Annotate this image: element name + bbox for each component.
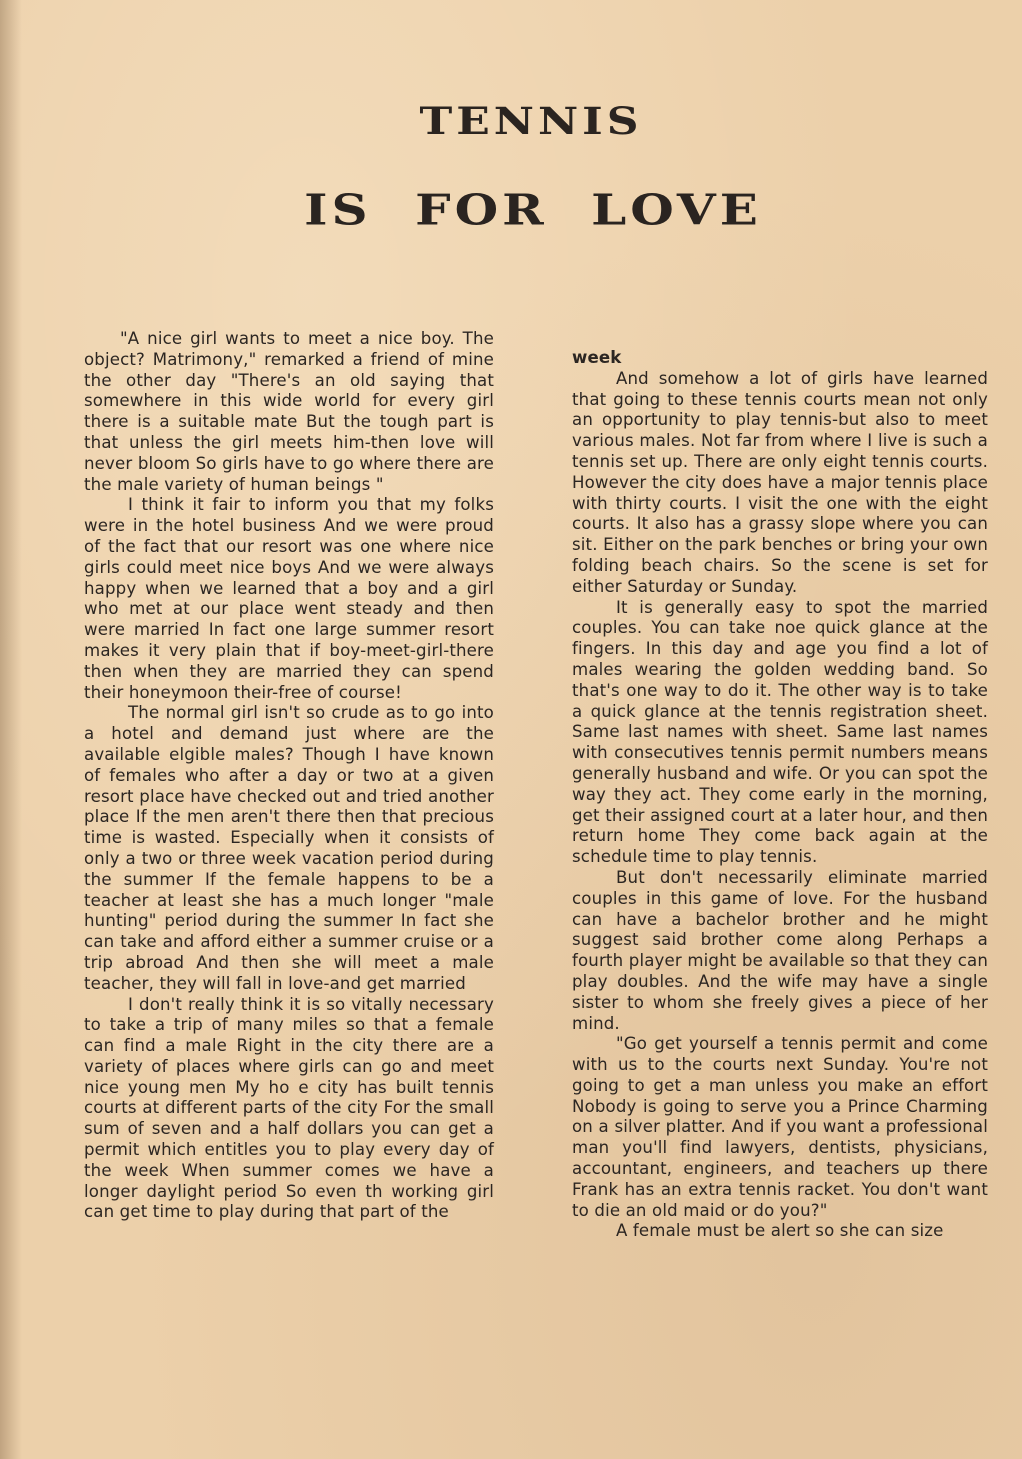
page-edge-shadow bbox=[0, 0, 22, 1459]
paragraph: But don't necessarily eliminate married couples in this game of love. For the husband can have a bachelor brother and he might suggest said brother come along Perhaps a fourth player might be available so that they can play doubles. And the wife may have a single sister to whom she freely gives a piece of her mind. bbox=[572, 867, 988, 1033]
paragraph: "A nice girl wants to meet a nice boy. The object? Matrimony," remarked a friend of mine the other day "There's an old saying that somewhere in this wide world for every girl there is a suitable mate But the tough part is that unless the girl meets him-then love will never bloom So girls have to go where there are the male variety of human beings " bbox=[84, 329, 494, 494]
paragraph: The normal girl isn't so crude as to go into a hotel and demand just where are the available elgible males? Though I have known of females who after a day or two at a given resort place have checked out and tried another place If the men aren't there then that precious time is wasted. Especially when it consists of only a two or three week vacation period during the summer If the female happens to be a teacher at least she has a much longer "male hunting" period during the summer In fact she can take and afford either a summer cruise or a trip abroad And then she will meet a male teacher, they will fall in love-and get married bbox=[84, 703, 494, 993]
right-text-column bbox=[572, 348, 988, 1242]
paragraph: I think it fair to inform you that my folks were in the hotel business And we were proud of the fact that our resort was one where nice girls could meet nice boys And we were always happy when we learned that a boy and a girl who met at our place went steady and then were married In fact one large summer resort makes it very plain that if boy-meet-girl-there then when they are married they can spend their honeymoon their-free of course! bbox=[84, 495, 494, 702]
paragraph: And somehow a lot of girls have learned that going to these tennis courts mean not only an opportunity to play tennis-but also to meet various males. Not far from where I live is such a tennis set up. There are only eight tennis courts. However the city does have a major tennis place with thirty courts. I visit the one with the eight courts. It also has a grassy slope where you can sit. Either on the park benches or bring your own folding beach chairs. So the scene is set for either Saturday or Sunday. bbox=[572, 368, 988, 596]
paragraph: I don't really think it is so vitally necessary to take a trip of many miles so that a female can find a male Right in the city there are a variety of places where girls can go and meet nice young men My ho e city has built tennis courts at different parts of the city For the small sum of seven and a half dollars you can get a permit which entitles you to play every day of the week When summer comes we have a longer daylight period So even th working girl can get time to play during that part of the bbox=[84, 994, 494, 1222]
paragraph: "Go get yourself a tennis permit and come with us to the courts next Sunday. You're not going to get a man unless you make an effort Nobody is going to serve you a Prince Charming on a silver platter. And if you want a professional man you'll find lawyers, dentists, physicians, accountant, engineers, and teachers up there Frank has an extra tennis racket. You don't want to die an old maid or do you?" bbox=[572, 1034, 988, 1220]
article-title-line-1: TENNIS bbox=[419, 99, 643, 144]
paragraph-continuation: week bbox=[572, 348, 622, 367]
paragraph: It is generally easy to spot the married couples. You can take noe quick glance at the fingers. In this day and age you find a lot of males wearing the golden wedding band. So that's one way to do it. The other way is to take a quick glance at the tennis registration sheet. Same last names with sheet. Same last names with consecutives tennis permit numbers means generally husband and wife. Or you can spot the way they act. They come early in the morning, get their assigned court at a later hour, and then return home They come back again at the schedule time to play tennis. bbox=[572, 597, 988, 867]
paragraph: A female must be alert so she can size bbox=[616, 1221, 944, 1241]
left-text-column bbox=[84, 329, 494, 1223]
article-title-line-2: IS FOR LOVE bbox=[304, 184, 762, 235]
